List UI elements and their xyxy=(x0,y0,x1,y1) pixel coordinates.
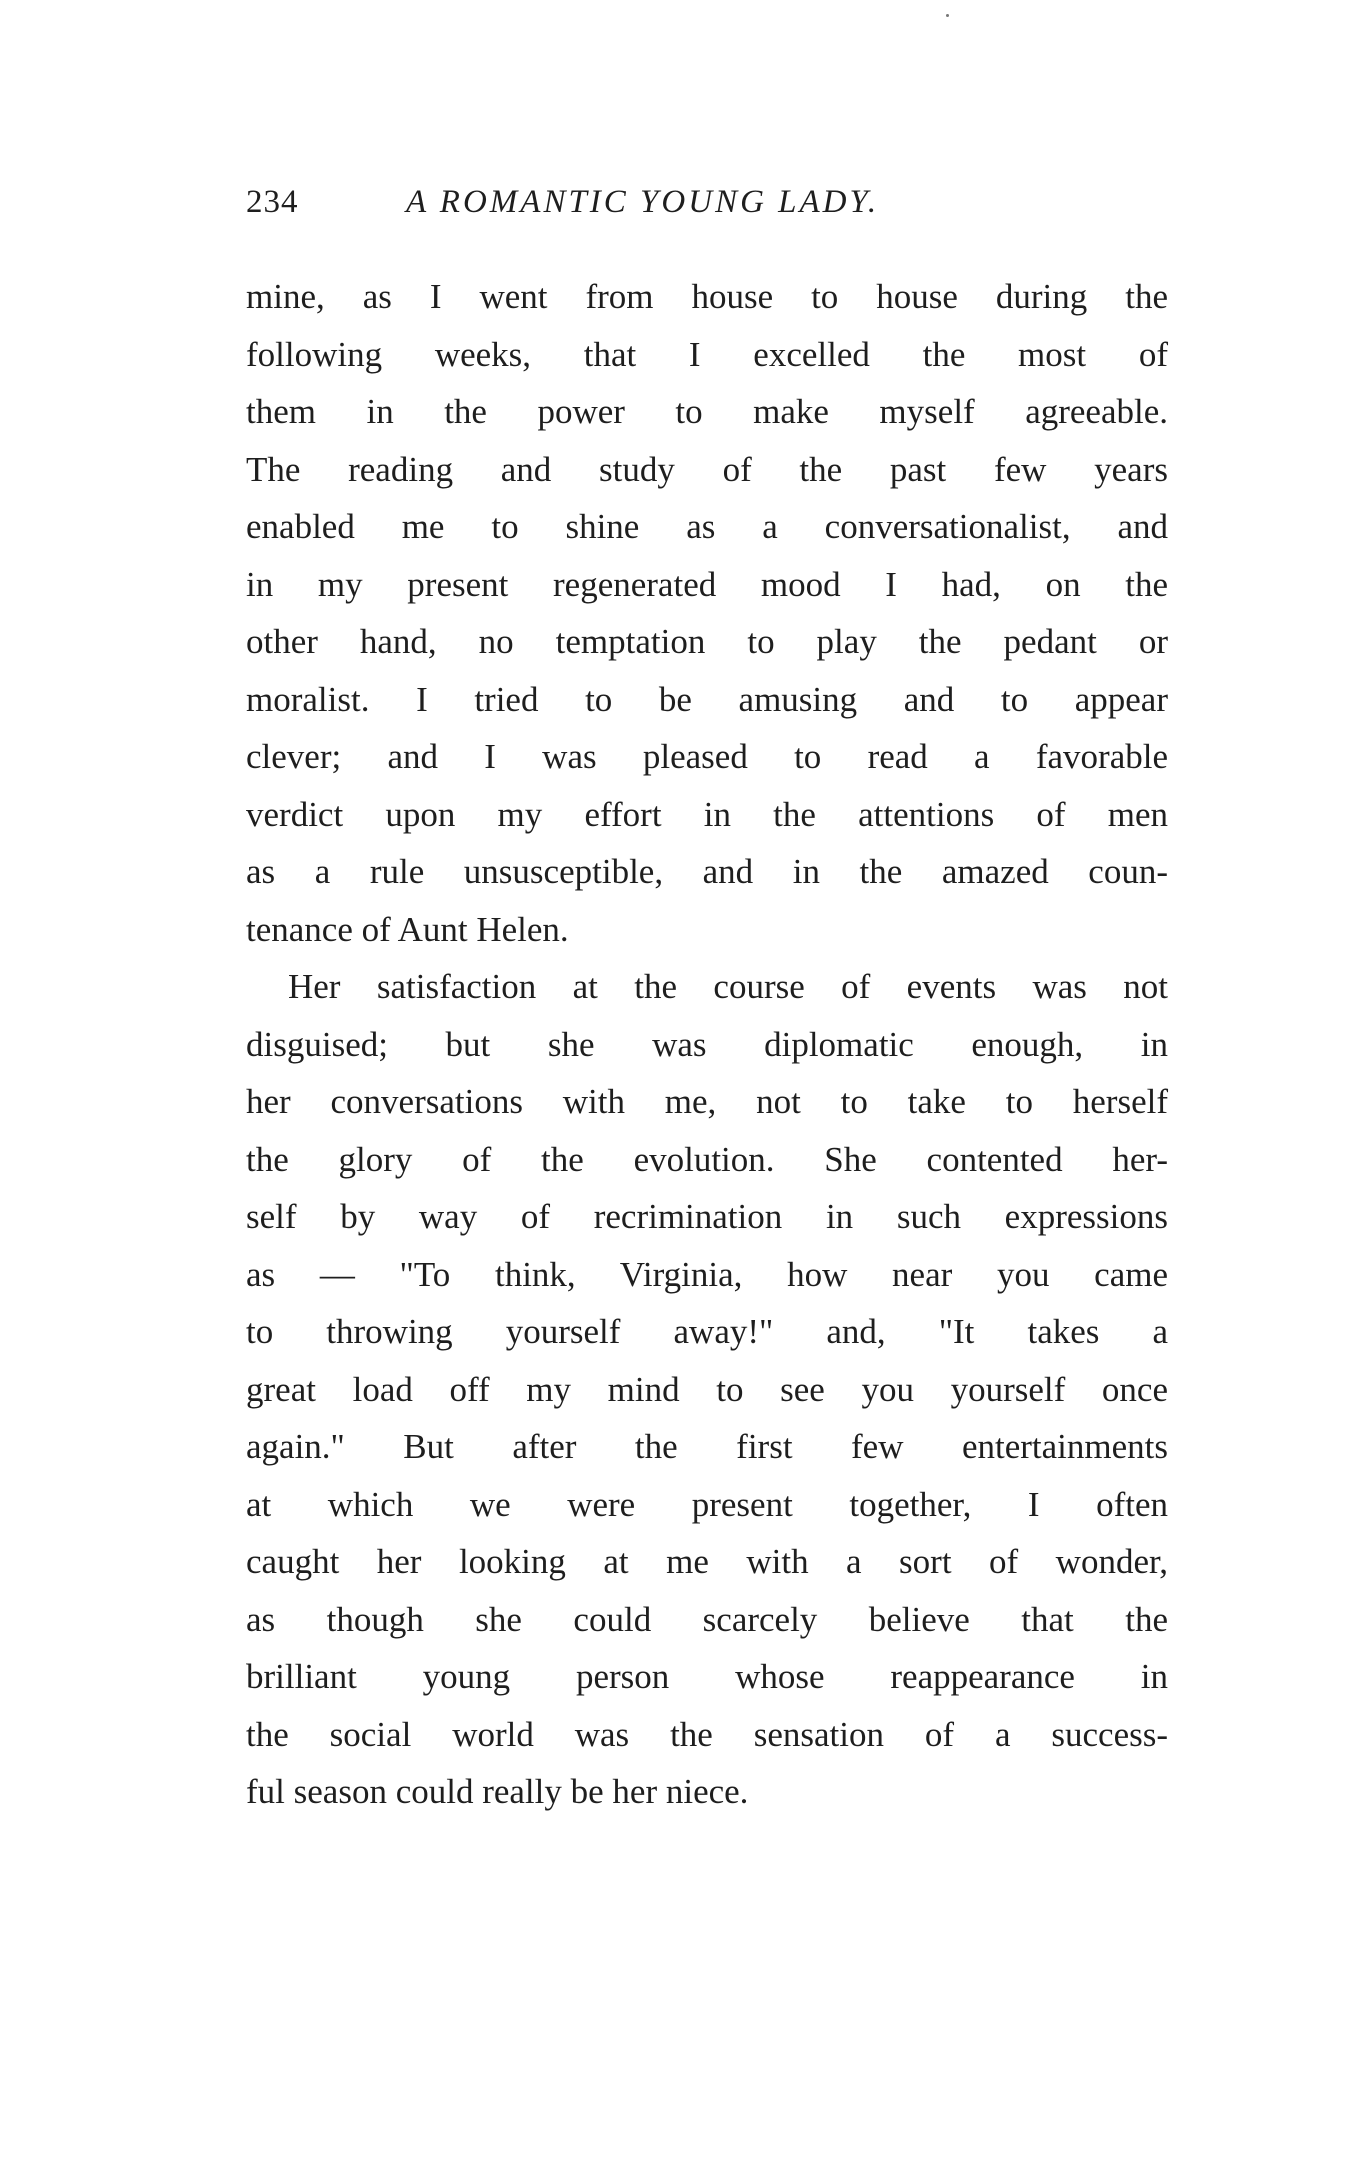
text-line: The reading and study of the past few years xyxy=(246,449,1168,489)
text-line: her conversations with me, not to take to herself xyxy=(246,1082,1168,1121)
text-line: at which we were present together, I often xyxy=(246,1484,1168,1524)
text-line: in my present regenerated mood I had, on the xyxy=(246,564,1168,604)
text-line: following weeks, that I excelled the most of xyxy=(246,334,1168,374)
text-line: ful season could really be her niece. xyxy=(246,1772,749,1811)
paragraph xyxy=(246,268,1168,958)
text-line: other hand, no temptation to play the pedant or xyxy=(246,622,1168,661)
body-text xyxy=(246,268,1168,1821)
text-line: great load off my mind to see you yourself once xyxy=(246,1369,1168,1409)
text-line: the glory of the evolution. She contented her- xyxy=(246,1139,1168,1179)
text-line: as though she could scarcely believe that the xyxy=(246,1599,1168,1639)
page-number: 234 xyxy=(246,184,299,220)
text-line: again." But after the first few entertainments xyxy=(246,1427,1168,1466)
text-line: enabled me to shine as a conversationalist, and xyxy=(246,507,1168,546)
text-line: Her satisfaction at the course of events was not xyxy=(288,967,1168,1006)
running-title: A ROMANTIC YOUNG LADY. xyxy=(406,184,880,220)
text-line: caught her looking at me with a sort of wonder, xyxy=(246,1542,1168,1581)
text-line: mine, as I went from house to house during the xyxy=(246,277,1168,316)
print-speck xyxy=(946,14,949,17)
page-header xyxy=(246,180,1026,224)
text-line: clever; and I was pleased to read a favorable xyxy=(246,737,1168,776)
text-line: as a rule unsusceptible, and in the amazed coun- xyxy=(246,852,1168,891)
text-line: brilliant young person whose reappearance in xyxy=(246,1657,1168,1696)
text-line: the social world was the sensation of a success- xyxy=(246,1714,1168,1754)
paragraph xyxy=(246,958,1168,1821)
text-line: moralist. I tried to be amusing and to appear xyxy=(246,679,1168,719)
text-line: verdict upon my effort in the attentions of men xyxy=(246,794,1168,834)
text-line: them in the power to make myself agreeable. xyxy=(246,392,1168,431)
text-line: disguised; but she was diplomatic enough, in xyxy=(246,1024,1168,1064)
text-line: as — "To think, Virginia, how near you came xyxy=(246,1254,1168,1294)
text-line: self by way of recrimination in such expressions xyxy=(246,1197,1168,1236)
text-line: tenance of Aunt Helen. xyxy=(246,909,569,949)
text-line: to throwing yourself away!" and, "It takes a xyxy=(246,1312,1168,1351)
